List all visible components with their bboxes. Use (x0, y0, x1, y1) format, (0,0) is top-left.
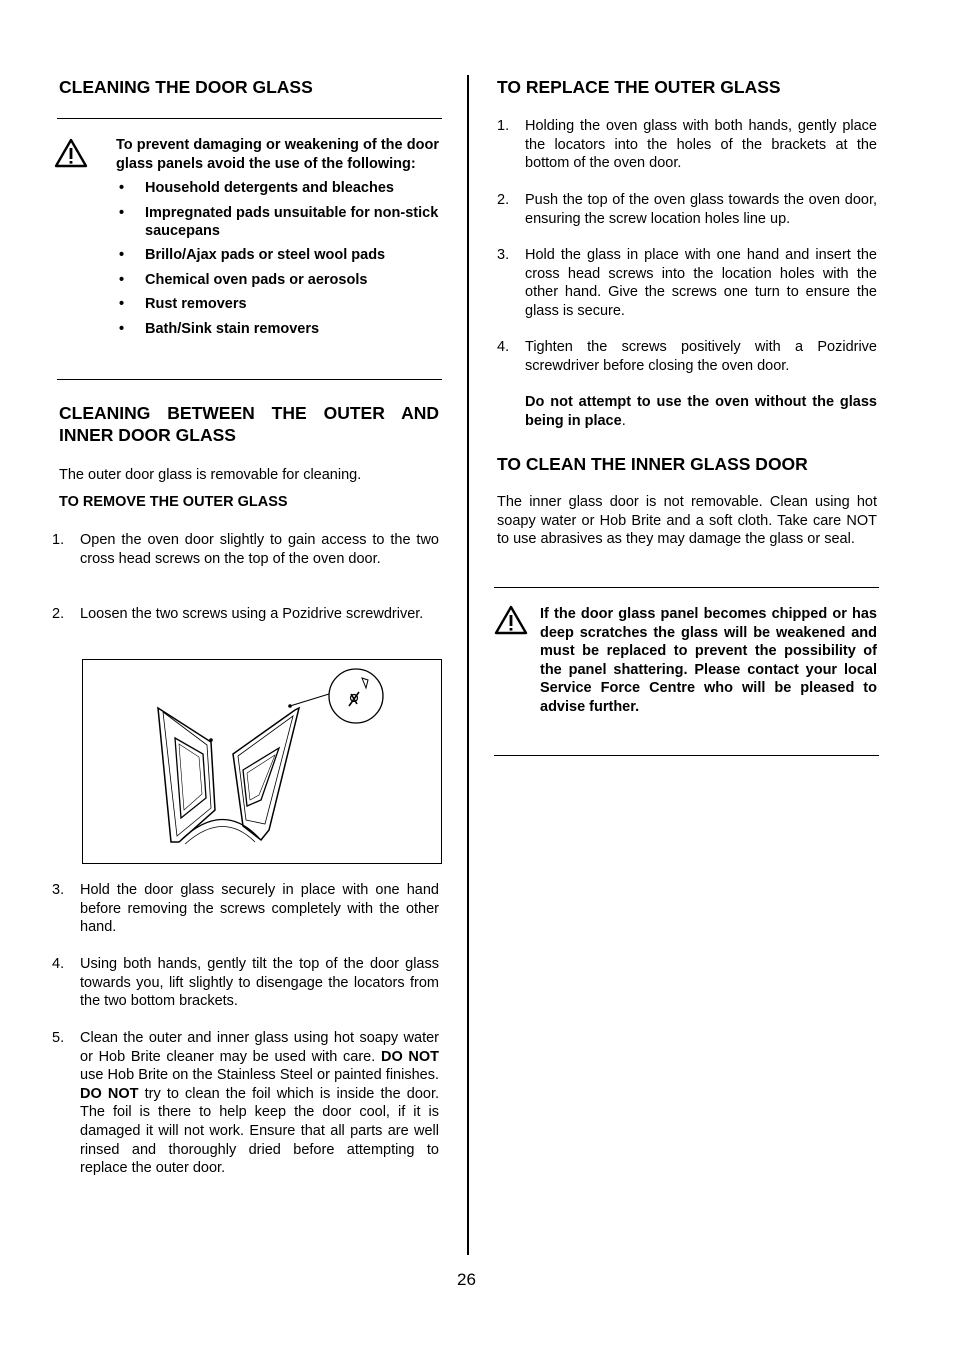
warning-triangle-icon (54, 138, 88, 168)
heading-clean-inner-glass: TO CLEAN THE INNER GLASS DOOR (497, 454, 808, 474)
step-2: 2. Loosen the two screws using a Pozidrive screwdriver. (52, 606, 424, 622)
replace-step-3: 3. Hold the glass in place with one hand and insert the cross head screws into the location holes with the other hand. Give the screws one turn to ensure the glass is secure. (497, 247, 877, 319)
warning-triangle-icon (494, 605, 528, 635)
step-4: 4. Using both hands, gently tilt the top of the door glass towards you, lift slightly to disengage the locators from the two bottom brackets. (52, 956, 439, 1010)
list-item: • Household detergents and bleaches (119, 180, 394, 197)
list-item: • Rust removers (119, 296, 247, 313)
list-item: • Brillo/Ajax pads or steel wool pads (119, 247, 386, 264)
step-3: 3. Hold the door glass securely in place with one hand before removing the screws completely with the other hand. (52, 882, 439, 936)
bullet-icon: • (119, 320, 125, 337)
caution-note: Do not attempt to use the oven without the glass being in place. (525, 394, 877, 429)
heading-cleaning-door-glass: CLEANING THE DOOR GLASS (59, 77, 313, 97)
step-1: 1. Open the oven door slightly to gain access to the two cross head screws on the top of the oven door. (52, 532, 439, 567)
bullet-icon: • (119, 271, 125, 288)
replace-step-4: 4. Tighten the screws positively with a Pozidrive screwdriver before closing the oven door. (497, 339, 877, 374)
step-5: 5. Clean the outer and inner glass using hot soapy water or Hob Brite cleaner may be used with care. DO NOT use Hob Brite on the Stainless Steel or painted finishes. DO NOT try to clean the foil which is inside the door. The foil is there to help keep the door cool, if it is damaged it will not work. Ensure that all parts are well rinsed and thoroughly dried before attempting to replace the outer door. (52, 1030, 440, 1177)
bullet-icon: • (119, 180, 125, 197)
oven-door-diagram (83, 660, 441, 863)
inner-glass-text: The inner glass door is not removable. Clean using hot soapy water or Hob Brite and a soft cloth. Take care NOT to use abrasives as they may damage the glass or seal. (497, 494, 877, 548)
avoid-list (116, 179, 439, 338)
replace-step-1: 1. Holding the oven glass with both hands, gently place the locators into the holes of the brackets at the bottom of the oven door. (497, 118, 877, 172)
replace-step-2: 2. Push the top of the oven glass towards the oven door, ensuring the screw location holes line up. (497, 192, 877, 227)
divider-line (57, 118, 442, 119)
intro-text: The outer door glass is removable for cleaning. (59, 467, 362, 483)
bullet-icon: • (119, 247, 125, 264)
list-item: • Impregnated pads unsuitable for non-stick saucepans (119, 204, 439, 239)
bullet-icon: • (119, 204, 125, 221)
list-item: • Bath/Sink stain removers (119, 320, 320, 337)
divider-line (494, 755, 879, 756)
column-divider (467, 75, 469, 1255)
page-number: 26 (457, 1270, 476, 1289)
divider-line (57, 379, 442, 380)
list-item: • Chemical oven pads or aerosols (119, 271, 368, 288)
divider-line (494, 587, 879, 588)
warning-box-chipped-glass (494, 605, 878, 717)
heading-replace-outer-glass: TO REPLACE THE OUTER GLASS (497, 77, 781, 97)
warning-box-avoid-products (54, 136, 440, 338)
heading-cleaning-between-glass: CLEANING BETWEEN THE OUTER AND INNER DOOR GLASS (59, 403, 439, 445)
warning-chipped-text: If the door glass panel becomes chipped or has deep scratches the glass will be weakened and must be replaced to prevent the possibility of the panel shattering. Please contact your local Service Force Centre who will be pleased to advise further. (540, 606, 877, 715)
subheading-remove-outer-glass: TO REMOVE THE OUTER GLASS (59, 494, 288, 510)
door-glass-illustration (82, 659, 442, 864)
bullet-icon: • (119, 296, 125, 313)
warning-intro: To prevent damaging or weakening of the door glass panels avoid the use of the following: (116, 137, 439, 172)
